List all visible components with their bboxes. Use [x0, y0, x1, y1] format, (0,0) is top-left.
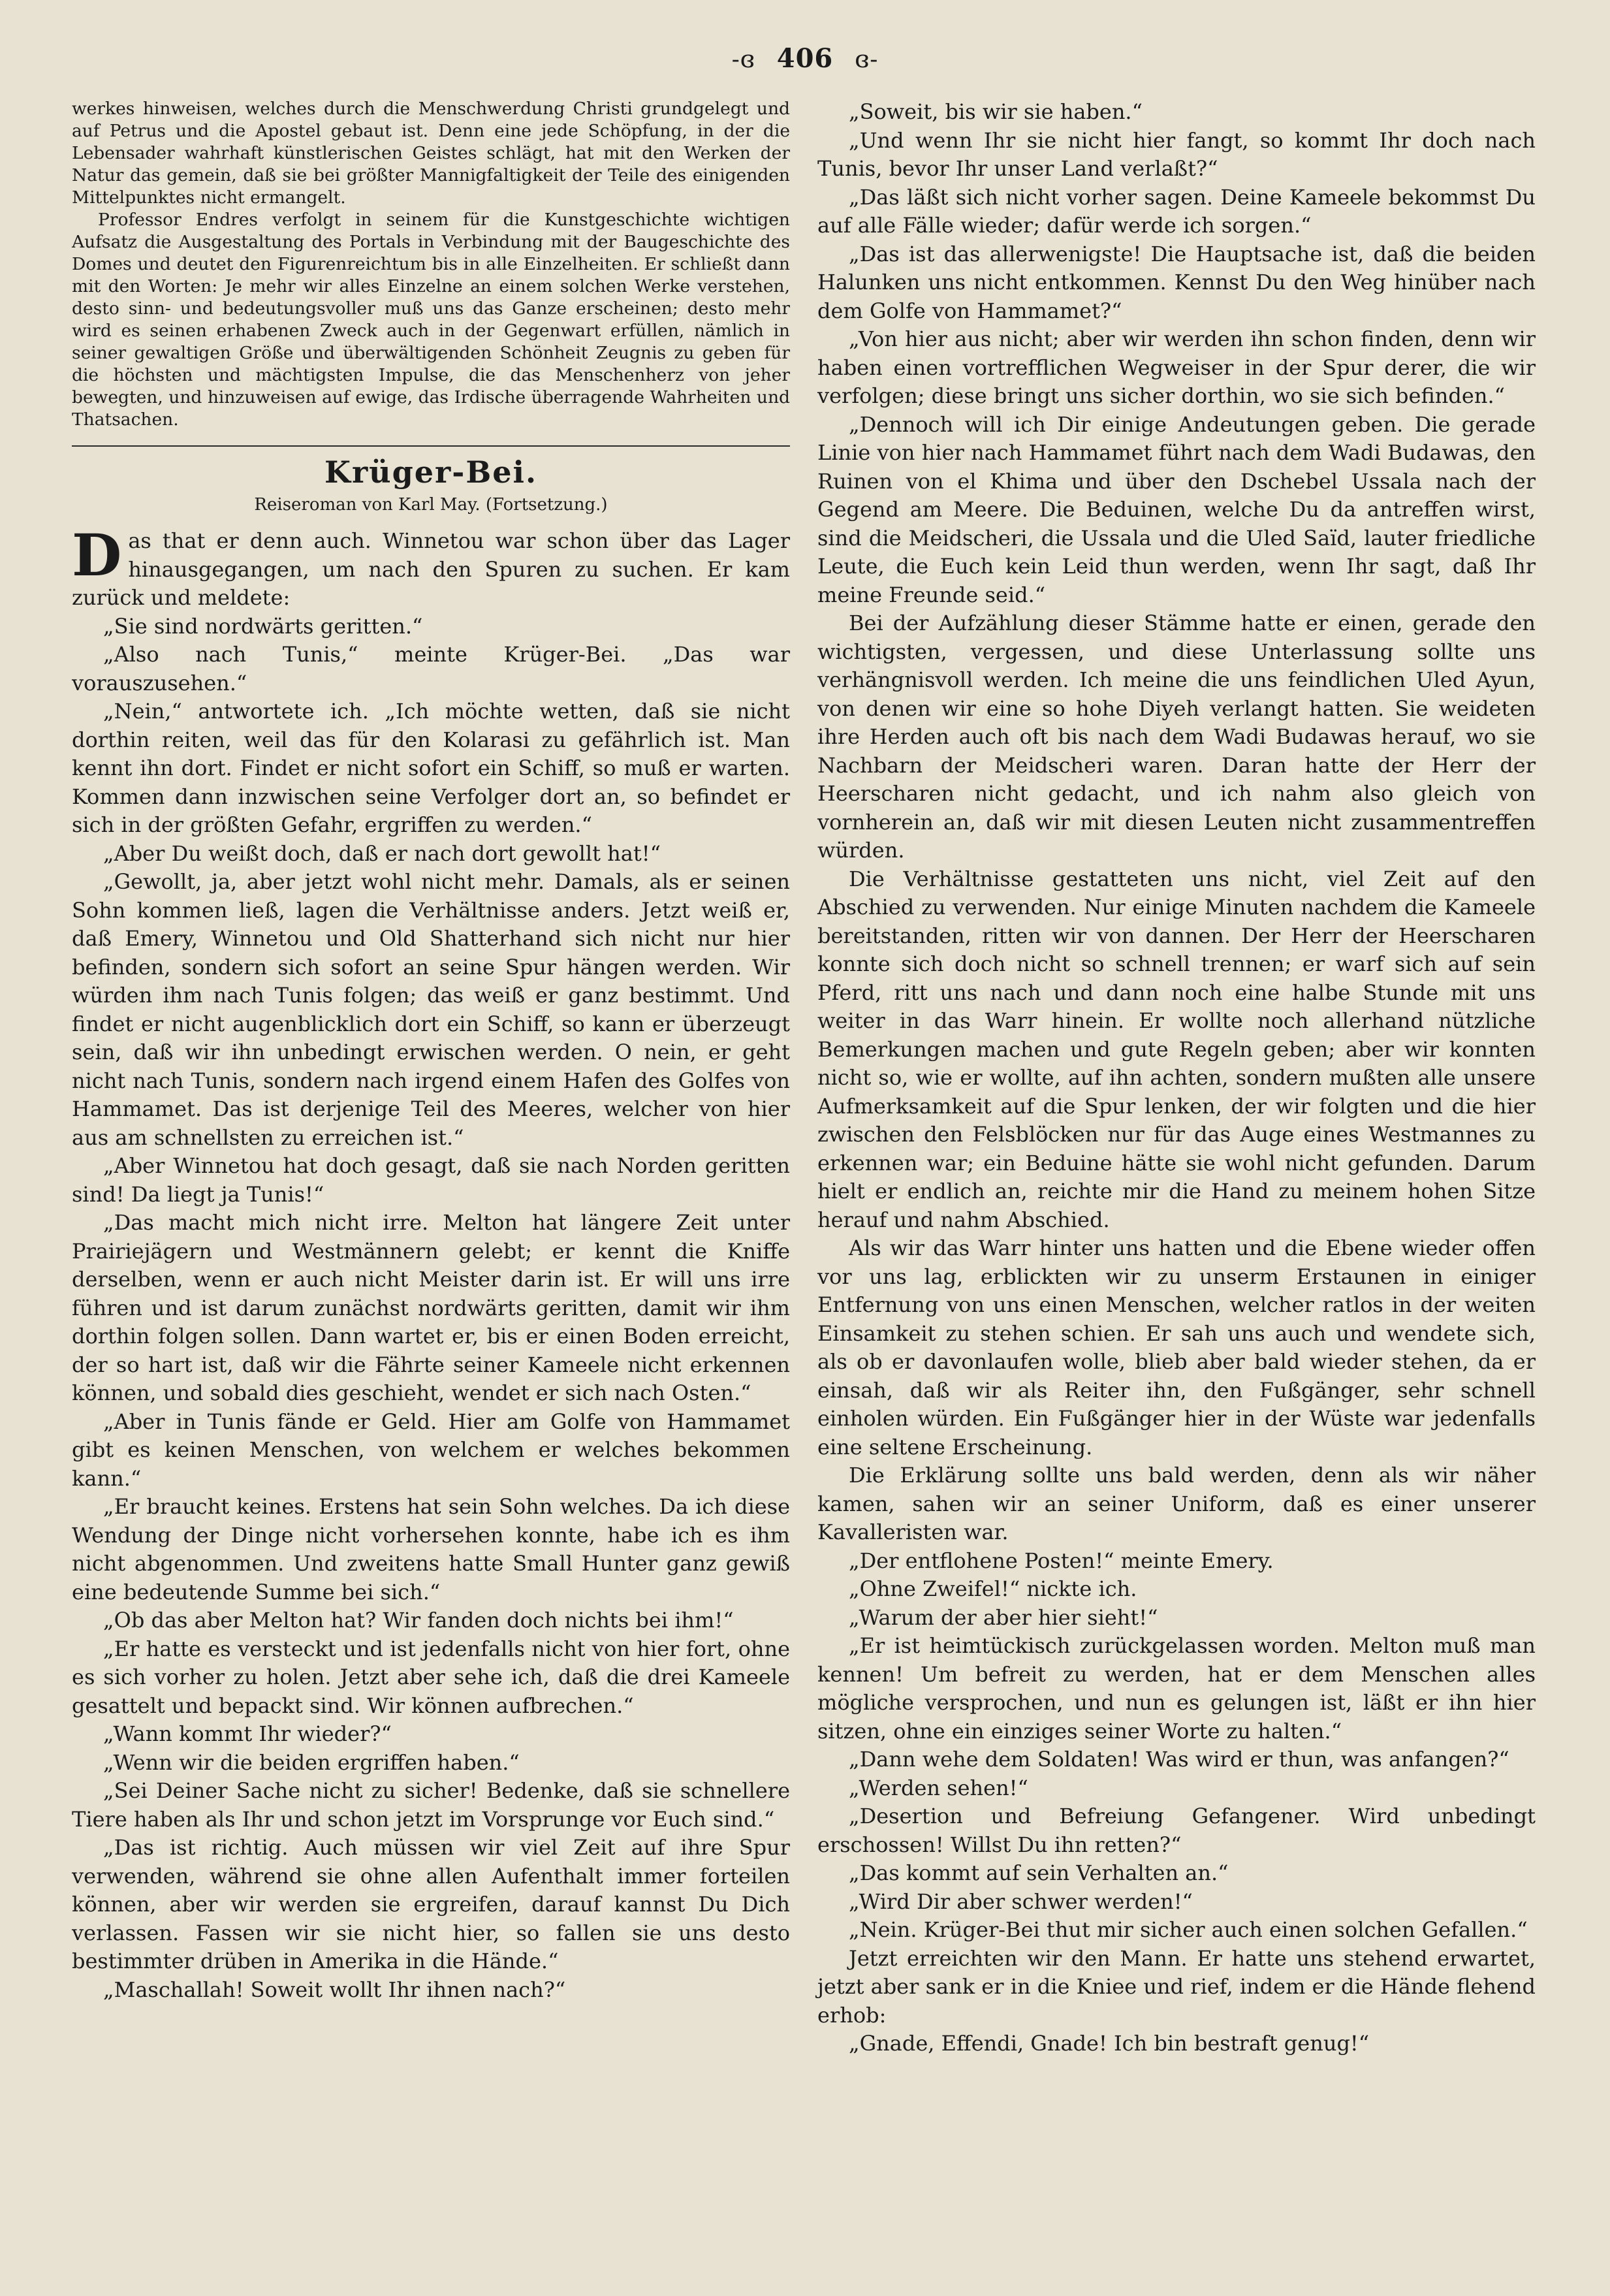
story-paragraph: „Desertion und Befreiung Gefangener. Wird unbedingt erschossen! Willst Du ihn retten?“	[817, 1804, 1536, 1857]
story-paragraph: „Warum der aber hier sieht!“	[849, 1604, 1158, 1630]
story-first-paragraph	[72, 521, 790, 613]
story-title: Krüger-Bei.	[324, 454, 538, 490]
story-paragraph: „Das läßt sich nicht vorher sagen. Deine Kameele bekommst Du auf alle Fälle wieder; dafür werde ich sorgen.“	[817, 184, 1536, 238]
story-paragraph: „Aber Winnetou hat doch gesagt, daß sie nach Norden geritten sind! Da liegt ja Tunis!“	[72, 1153, 790, 1207]
story-paragraph: „Nein,“ antwortete ich. „Ich möchte wetten, daß sie nicht dorthin reiten, weil das für den Kolarasi zu gefährlich ist. Man kennt ihn dort. Findet er nicht sofort ein Schiff, so muß er warten. Kommen dann inzwischen seine Verfolger dort an, so befindet er sich in der größten Gefahr, ergriffen zu werden.“	[72, 699, 790, 837]
intro-paragraph: werkes hinweisen, welches durch die Menschwerdung Christi grundgelegt und auf Petrus und die Apostel gebaut ist. Denn eine jede Schöpfung, in der die Lebensader wahrhaft künstlerischen Geistes schlägt, hat mit den Werken der Natur das gemein, daß sie bei größter Mannigfaltigkeit der Teile des einigenden Mittelpunktes nicht ermangelt.	[72, 99, 790, 208]
story-paragraph: „Und wenn Ihr sie nicht hier fangt, so kommt Ihr doch nach Tunis, bevor Ihr unser Land verlaßt?“	[817, 127, 1536, 181]
story-paragraph: Die Verhältnisse gestatteten uns nicht, viel Zeit auf den Abschied zu verwenden. Nur einige Minuten nachdem die Kameele bereitstanden, ritten wir von dannen. Der Herr der Heerscharen konnte sich doch nicht so schnell trennen; er warf sich auf sein Pferd, ritt uns nach und dann noch eine halbe Stunde mit uns weiter in das Warr hinein. Er wollte noch allerhand nützliche Bemerkungen machen und gute Regeln geben; aber wir konnten nicht so, wie er wollte, auf ihn achten, sondern mußten alle unsere Aufmerksamkeit auf die Spur lenken, der wir folgten und die hier zwischen den Felsblöcken nur für das Auge eines Westmannes zu erkennen war; ein Beduine hätte sie wohl nicht gefunden. Darum hielt er endlich an, reichte mir die Hand zu meinem hohen Sitze herauf und nahm Abschied.	[817, 866, 1536, 1232]
story-paragraph: „Ob das aber Melton hat? Wir fanden doch nichts bei ihm!“	[103, 1608, 734, 1633]
story-paragraph: „Das ist das allerwenigste! Die Hauptsache ist, daß die beiden Halunken uns nicht entkommen. Kennst Du den Weg hinüber nach dem Golfe von Hammamet?“	[817, 241, 1536, 323]
story-paragraph: Bei der Aufzählung dieser Stämme hatte er einen, gerade den wichtigsten, vergessen, und diese Unterlassung sollte uns verhängnisvoll werden. Ich meine die uns feindlichen Uled Ayun, von denen wir eine so hohe Diyeh verlangt hatten. Sie weideten ihre Herden auch oft bis nach dem Wadi Budawas herauf, wo sie Nachbarn der Meidscheri waren. Daran hatte der Herr der Heerscharen nicht gedacht, und ich nahm also gleich von vornherein an, daß wir mit diesen Leuten nicht zusammentreffen würden.	[817, 611, 1536, 863]
right-paragraph-list	[817, 98, 1536, 2058]
story-paragraph: „Wird Dir aber schwer werden!“	[849, 1889, 1193, 1914]
story-paragraph: „Maschallah! Soweit wollt Ihr ihnen nach?“	[103, 1977, 566, 2002]
story-paragraph: „Er ist heimtückisch zurückgelassen worden. Melton muß man kennen! Um befreit zu werden, hat er dem Menschen alles mögliche versprochen, und nun es gelungen ist, läßt er ihn hier sitzen, ohne ein einziges seiner Worte zu halten.“	[817, 1633, 1536, 1744]
section-divider	[72, 445, 790, 447]
story-paragraph: „Gewollt, ja, aber jetzt wohl nicht mehr. Damals, als er seinen Sohn kommen ließ, lagen die Verhältnisse anders. Jetzt weiß er, daß Emery, Winnetou und Old Shatterhand sich nicht nur hier befinden, sondern sich sofort an seine Spur hängen werden. Wir würden ihm nach Tunis folgen; das weiß er ganz bestimmt. Und findet er nicht augenblicklich dort ein Schiff, so kann er überzeugt sein, daß wir ihn unbedingt erwischen werden. O nein, er geht nicht nach Tunis, sondern nach irgend einem Hafen des Golfes von Hammamet. Das ist derjenige Teil des Meeres, welcher von hier aus am schnellsten zu erreichen ist.“	[72, 869, 790, 1150]
first-paragraph-text: as that er denn auch. Winnetou war schon über das Lager hinausgegangen, um nach den Spuren zu suchen. Er kam zurück und meldete:	[72, 528, 790, 610]
story-paragraph: „Der entflohene Posten!“ meinte Emery.	[849, 1548, 1274, 1573]
ornament-right: ɞ-	[855, 46, 879, 73]
story-paragraph: „Er braucht keines. Erstens hat sein Sohn welches. Da ich diese Wendung der Dinge nicht vorhersehen konnte, habe ich es ihm nicht abgenommen. Und zweitens hatte Small Hunter ganz gewiß eine bedeutende Summe bei sich.“	[72, 1494, 790, 1604]
story-paragraph: „Sei Deiner Sache nicht zu sicher! Bedenke, daß sie schnellere Tiere haben als Ihr und schon jetzt im Vorsprunge vor Euch sind.“	[72, 1778, 790, 1832]
story-paragraph: „Dann wehe dem Soldaten! Was wird er thun, was anfangen?“	[849, 1747, 1509, 1772]
intro-block	[72, 98, 790, 431]
intro-paragraph: Professor Endres verfolgt in seinem für die Kunstgeschichte wichtigen Aufsatz die Ausgestaltung des Portals in Verbindung mit der Baugeschichte des Domes und deutet den Figurenreichtum bis in alle Einzelheiten. Er schließt dann mit den Worten: Je mehr wir alles Einzelne an einem solchen Werke verstehen, desto sinn- und bedeutungsvoller muß uns das Ganze erscheinen; desto mehr wird es seinen erhabenen Zweck auch in der Gegenwart erfüllen, nämlich in seiner gewaltigen Größe und überwältigenden Schönheit Zeugnis zu geben für die höchsten und mächtigsten Impulse, die das Menschenherz von jeher bewegten, und hinzuweisen auf ewige, das Irdische überragende Wahrheiten und Thatsachen.	[72, 210, 790, 430]
story-paragraph: Als wir das Warr hinter uns hatten und die Ebene wieder offen vor uns lag, erblickten wir zu unserm Erstaunen in einiger Entfernung von uns einen Menschen, welcher ratlos in der weiten Einsamkeit zu stehen schien. Er sah uns auch und wendete sich, als ob er davonlaufen wolle, blieb aber bald wieder stehen, da er einsah, daß wir als Reiter ihn, den Fußgänger, sehr schnell einholen würden. Ein Fußgänger hier in der Wüste war jedenfalls eine seltene Erscheinung.	[817, 1236, 1536, 1459]
drop-cap: D	[72, 521, 122, 589]
story-paragraph: „Aber in Tunis fände er Geld. Hier am Golfe von Hammamet gibt es keinen Menschen, von welchem er welches bekommen kann.“	[72, 1409, 790, 1491]
story-paragraph: „Aber Du weißt doch, daß er nach dort gewollt hat!“	[103, 840, 661, 866]
story-paragraph: „Er hatte es versteckt und ist jedenfalls nicht von hier fort, ohne es sich vorher zu holen. Jetzt aber sehe ich, daß die drei Kameele gesattelt und bepackt sind. Wir können aufbrechen.“	[72, 1636, 790, 1718]
page-number: 406	[776, 43, 834, 74]
story-paragraph: „Soweit, bis wir sie haben.“	[849, 99, 1143, 124]
story-paragraph: „Das ist richtig. Auch müssen wir viel Zeit auf ihre Spur verwenden, während sie ohne allen Aufenthalt immer forteilen können, aber wir werden sie ergreifen, darauf kannst Du Dich verlassen. Fassen wir sie nicht hier, so fallen sie uns desto bestimmter drüben in Amerika in die Hände.“	[72, 1835, 790, 1973]
story-paragraph: Die Erklärung sollte uns bald werden, denn als wir näher kamen, sahen wir an seiner Uniform, daß es einer unserer Kavalleristen war.	[817, 1463, 1536, 1544]
story-paragraph: „Gnade, Effendi, Gnade! Ich bin bestraft genug!“	[849, 2031, 1370, 2056]
story-paragraph: „Nein. Krüger-Bei thut mir sicher auch einen solchen Gefallen.“	[849, 1917, 1528, 1942]
story-paragraph: „Das macht mich nicht irre. Melton hat längere Zeit unter Prairiejägern und Westmännern gelebt; er kennt die Kniffe derselben, wenn er auch nicht Meister darin ist. Er will uns irre führen und ist darum zunächst nordwärts geritten, damit wir ihm dorthin folgen sollen. Dann wartet er, bis er einen Boden erreicht, der so hart ist, daß wir die Fährte seiner Kameele nicht erkennen können, und sobald dies geschieht, wendet er sich nach Osten.“	[72, 1210, 790, 1405]
story-paragraph: „Dennoch will ich Dir einige Andeutungen geben. Die gerade Linie von hier nach Hammamet führt nach dem Wadi Budawas, den Ruinen von el Khima und über den Dschebel Ussala nach der Gegend am Meere. Die Beduinen, welche Du da antreffen wirst, sind die Meidscheri, die Ussala und die Uled Saïd, lauter friedliche Leute, die Euch kein Leid thun werden, wenn Ihr sagt, daß Ihr meine Freunde seid.“	[817, 411, 1536, 607]
page-header	[0, 43, 1610, 74]
story-paragraph: „Ohne Zweifel!“ nickte ich.	[849, 1576, 1137, 1601]
left-column	[72, 98, 790, 2004]
story-paragraph: „Werden sehen!“	[849, 1775, 1028, 1800]
right-column	[817, 98, 1536, 2058]
left-paragraph-list	[72, 613, 790, 2005]
story-paragraph: „Das kommt auf sein Verhalten an.“	[849, 1860, 1229, 1885]
story-paragraph: „Von hier aus nicht; aber wir werden ihn schon finden, denn wir haben einen vortrefflichen Wegweiser in der Spur derer, die wir verfolgen; diese bringt uns sicher dorthin, wo sie sich befinden.“	[817, 327, 1536, 408]
story-byline: Reiseroman von Karl May. (Fortsetzung.)	[254, 494, 608, 515]
ornament-left: -ɞ	[731, 46, 755, 73]
story-paragraph: „Sie sind nordwärts geritten.“	[103, 613, 423, 639]
story-paragraph: „Also nach Tunis,“ meinte Krüger-Bei. „Das war vorauszusehen.“	[72, 642, 790, 695]
story-paragraph: Jetzt erreichten wir den Mann. Er hatte uns stehend erwartet, jetzt aber sank er in die Kniee und rief, indem er die Hände flehend erhob:	[817, 1945, 1536, 2028]
story-paragraph: „Wenn wir die beiden ergriffen haben.“	[103, 1749, 520, 1775]
story-paragraph: „Wann kommt Ihr wieder?“	[103, 1721, 392, 1746]
